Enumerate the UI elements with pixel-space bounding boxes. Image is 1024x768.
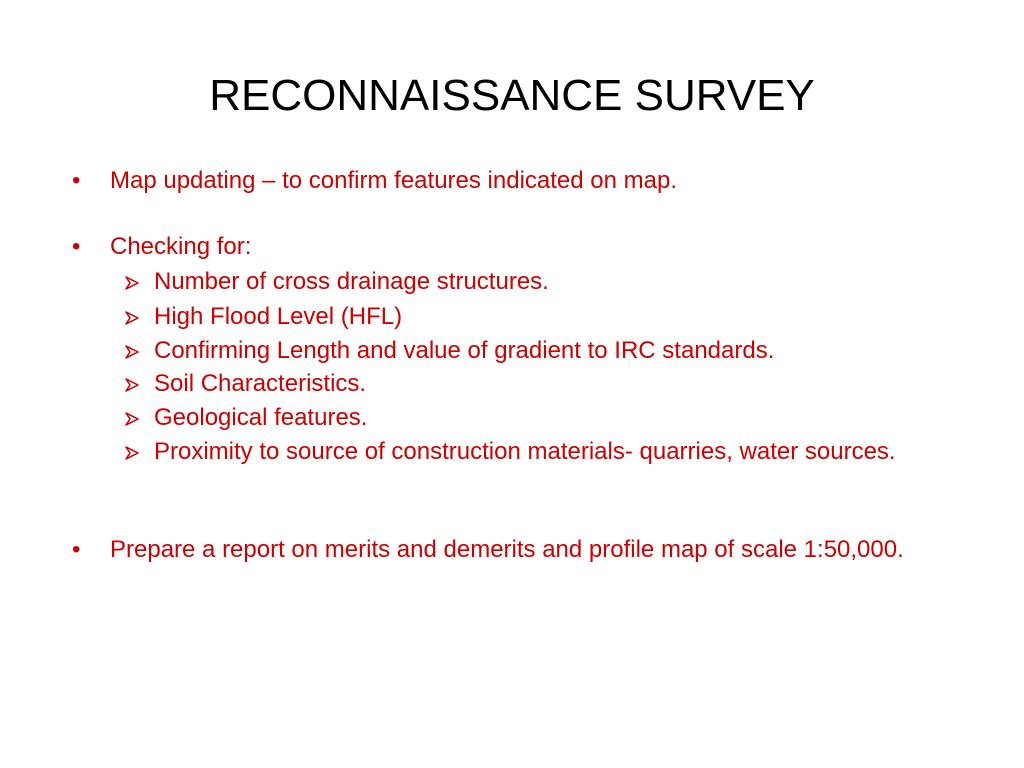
bullet-dot: • — [72, 233, 81, 260]
sub-item-text: Proximity to source of construction materials- quarries, water sources. — [154, 438, 896, 465]
slide-title: RECONNAISSANCE SURVEY — [209, 71, 815, 120]
sub-item — [124, 371, 944, 397]
sub-item — [124, 338, 944, 364]
sub-item — [124, 439, 944, 465]
bullet-dot: • — [72, 536, 81, 563]
sub-item-text: Number of cross drainage structures. — [154, 268, 549, 295]
sub-item-text: Soil Characteristics. — [154, 370, 367, 397]
sub-item-text: Geological features. — [154, 404, 368, 431]
arrow-bullet-icon — [124, 377, 142, 393]
sub-item — [124, 269, 944, 295]
sub-item — [124, 304, 944, 330]
sub-item — [124, 405, 944, 431]
bullet-item — [72, 536, 952, 564]
bullet-item — [72, 167, 952, 195]
bullet-text: Checking for: — [110, 233, 252, 260]
arrow-bullet-icon — [124, 310, 142, 326]
bullet-text: Map updating – to confirm features indicated on map. — [110, 167, 677, 194]
arrow-bullet-icon — [124, 411, 142, 427]
bullet-text: Prepare a report on merits and demerits and profile map of scale 1:50,000. — [110, 536, 904, 563]
bullet-item — [72, 233, 952, 261]
arrow-bullet-icon — [124, 344, 142, 360]
bullet-dot: • — [72, 167, 81, 194]
arrow-bullet-icon — [124, 275, 142, 291]
sub-item-text: Confirming Length and value of gradient to IRC standards. — [154, 337, 775, 364]
sub-item-text: High Flood Level (HFL) — [154, 303, 403, 330]
arrow-bullet-icon — [124, 445, 142, 461]
